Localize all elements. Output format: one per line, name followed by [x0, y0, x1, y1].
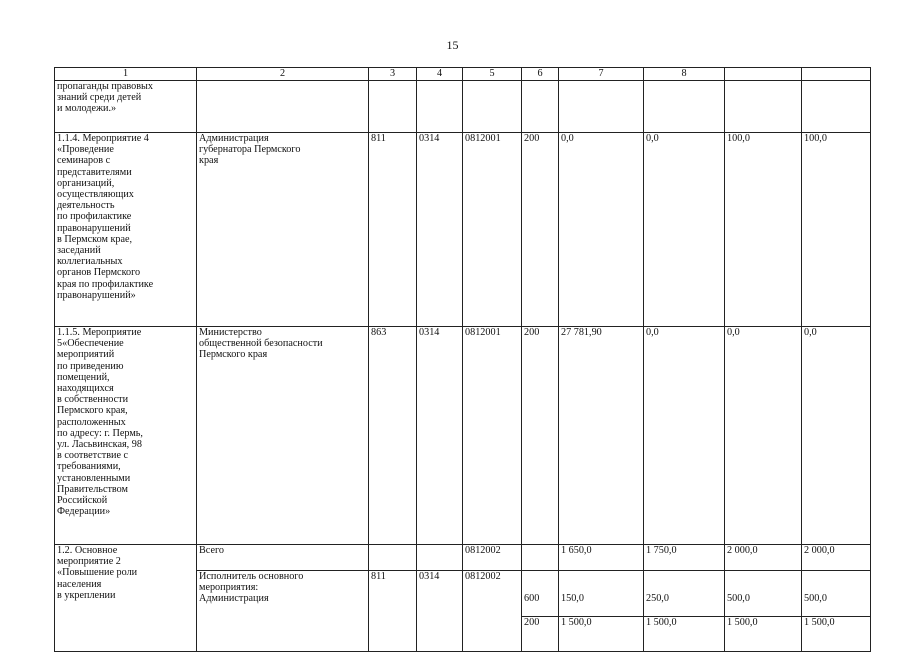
amount-cell: [559, 81, 644, 133]
amount-cell: 1 500,0: [802, 616, 870, 629]
executor-cell: Всего: [197, 545, 369, 571]
amount-cell: 0,0: [644, 327, 725, 545]
code-cell: 200: [522, 327, 559, 545]
amount-cell: 0,0: [644, 133, 725, 327]
table-row: [55, 133, 871, 327]
code-cell: 200: [522, 133, 559, 327]
amount-cell: 1 500,0: [559, 616, 643, 629]
amount-cell: [644, 81, 725, 133]
code-cell: 200: [522, 616, 558, 629]
header-cell: 1: [55, 68, 197, 81]
table-row: [55, 327, 871, 545]
table-row: [55, 81, 871, 133]
code-cell: [522, 545, 559, 571]
activity-cell: 1.1.5. Мероприятие 5«Обеспечение мероприятий по приведению помещений, находящихся в собственности Пермского края, расположенных по адресу: г. Пермь, ул. Ласьвинская, 98 в соответствие с требованиями, установленными Правительством Российской Федерации»: [55, 327, 197, 545]
executor-cell: Администрация губернатора Пермского края: [197, 133, 369, 327]
amount-cell: 2 000,0: [725, 545, 802, 571]
amount-cell: 150,0: [561, 593, 584, 605]
executor-cell: Исполнитель основного мероприятия: Администрация: [197, 571, 369, 652]
code-cell: 0812001: [463, 133, 522, 327]
amount-cell: 27 781,90: [559, 327, 644, 545]
amount-cell: 1 500,0: [725, 616, 801, 629]
code-cell: [463, 81, 522, 133]
code-cell: 0314: [417, 327, 463, 545]
amount-cell: 250,0: [646, 593, 669, 605]
amount-cell: 0,0: [802, 327, 871, 545]
amount-cell: 1 500,0: [644, 616, 724, 629]
amount-cell: 100,0: [802, 133, 871, 327]
split-cell: [725, 571, 802, 652]
budget-table: [54, 67, 871, 652]
code-cell: [417, 545, 463, 571]
header-cell: [725, 68, 802, 81]
executor-cell: Министерство общественной безопасности Пермского края: [197, 327, 369, 545]
code-cell: [369, 545, 417, 571]
header-cell: 3: [369, 68, 417, 81]
amount-cell: [802, 81, 871, 133]
code-cell: [417, 81, 463, 133]
code-cell: 0812001: [463, 327, 522, 545]
code-cell: 600: [524, 593, 540, 605]
header-cell: 4: [417, 68, 463, 81]
amount-cell: 500,0: [727, 593, 750, 605]
code-cell: 863: [369, 327, 417, 545]
amount-cell: 500,0: [804, 593, 827, 605]
code-cell: 811: [369, 571, 417, 652]
activity-cell: 1.1.4. Мероприятие 4 «Проведение семинаров с представителями организаций, осуществляющих деятельность по профилактике правонарушений в Пермском крае, заседаний коллегиальных органов Пермского края по профилактике правонарушений»: [55, 133, 197, 327]
amount-cell: 0,0: [559, 133, 644, 327]
header-cell: 7: [559, 68, 644, 81]
header-cell: 8: [644, 68, 725, 81]
code-cell: 0812002: [463, 545, 522, 571]
amount-cell: [725, 81, 802, 133]
code-cell: [369, 81, 417, 133]
split-cell: [559, 571, 644, 652]
activity-cell: пропаганды правовых знаний среди детей и молодежи.»: [55, 81, 197, 133]
amount-cell: 0,0: [725, 327, 802, 545]
amount-cell: 1 650,0: [559, 545, 644, 571]
split-cell: [644, 571, 725, 652]
header-cell: 6: [522, 68, 559, 81]
table-row-total: [55, 545, 871, 571]
code-cell: 0314: [417, 133, 463, 327]
amount-cell: 100,0: [725, 133, 802, 327]
code-cell: 0812002: [463, 571, 522, 652]
table-header-row: [55, 68, 871, 81]
code-cell: 811: [369, 133, 417, 327]
header-cell: 5: [463, 68, 522, 81]
split-cell: [802, 571, 871, 652]
page-number: 15: [446, 38, 459, 52]
code-cell: [522, 81, 559, 133]
code-cell: 0314: [417, 571, 463, 652]
header-cell: [802, 68, 871, 81]
split-cell: [522, 571, 559, 652]
header-cell: 2: [197, 68, 369, 81]
activity-cell: 1.2. Основное мероприятие 2 «Повышение роли населения в укреплении: [55, 545, 197, 652]
amount-cell: 2 000,0: [802, 545, 871, 571]
executor-cell: [197, 81, 369, 133]
amount-cell: 1 750,0: [644, 545, 725, 571]
